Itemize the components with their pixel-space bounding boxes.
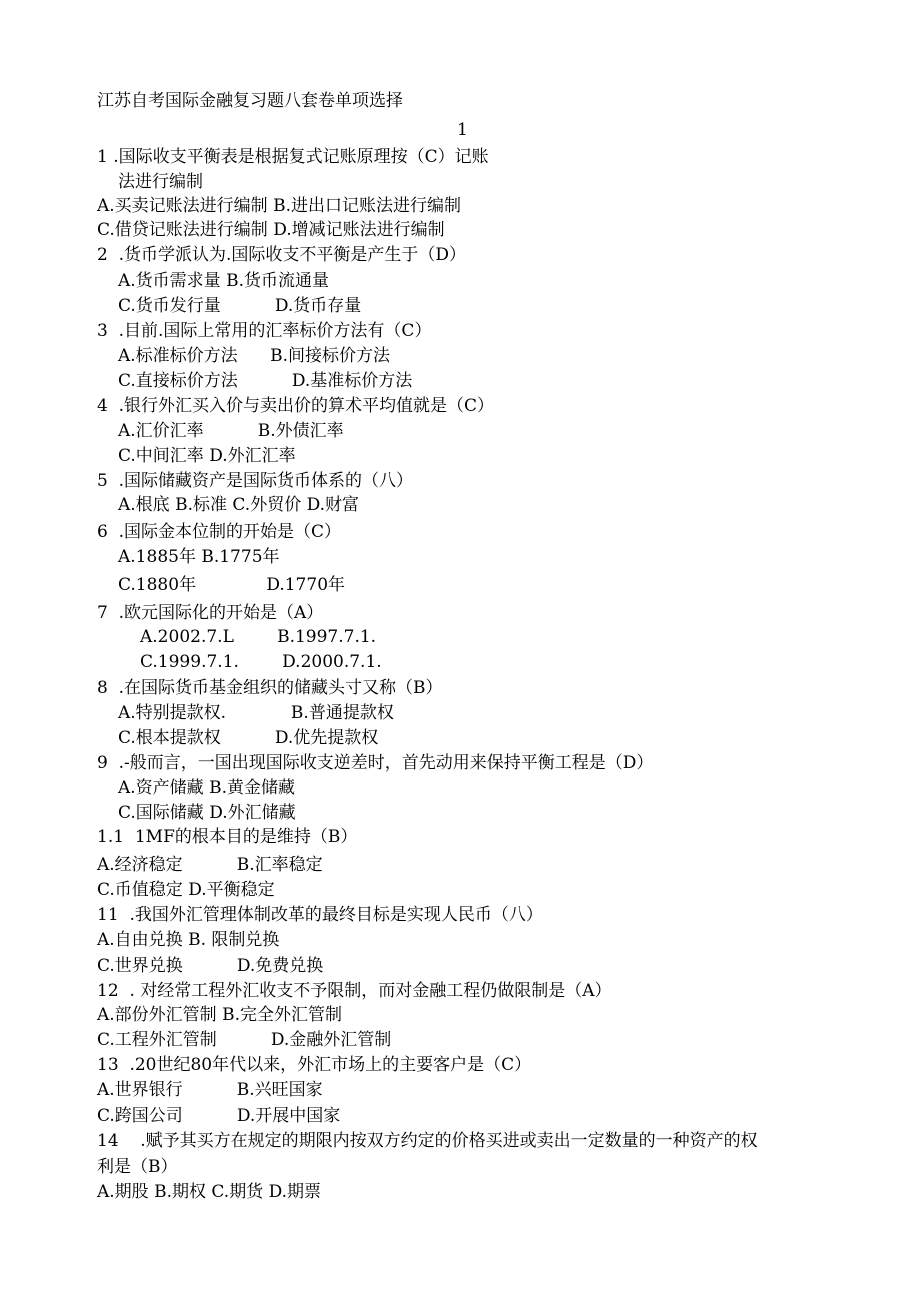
section-number: 1 xyxy=(457,120,468,140)
document-title: 江苏自考国际金融复习题八套卷单项选择 xyxy=(97,91,403,111)
option-line: C.国际储藏 D.外汇储藏 xyxy=(118,803,296,823)
question-line: 8 .在国际货币基金组织的储藏头寸又称（B） xyxy=(97,678,443,698)
option-line: C.1880年 D.1770年 xyxy=(118,575,346,595)
option-line: A.特别提款权. B.普通提款权 xyxy=(118,703,394,723)
question-line: 4 .银行外汇买入价与卖出价的算术平均值就是（C） xyxy=(97,396,495,416)
option-line: C.币值稳定 D.平衡稳定 xyxy=(97,880,275,900)
option-line: A.经济稳定 B.汇率稳定 xyxy=(97,855,323,875)
option-line: A.根底 B.标准 C.外贸价 D.财富 xyxy=(118,495,360,515)
question-line: 5 .国际储藏资产是国际货币体系的（八） xyxy=(97,471,414,491)
question-line: 6 .国际金本位制的开始是（C） xyxy=(97,522,342,542)
question-line: 12 . 对经常工程外汇收支不予限制，而对金融工程仍做限制是（A） xyxy=(97,981,612,1001)
option-line: A.世界银行 B.兴旺国家 xyxy=(97,1080,323,1100)
option-line: C.工程外汇管制 D.金融外汇管制 xyxy=(97,1030,392,1050)
question-line: 1 .国际收支平衡表是根据复式记账原理按（C）记账 xyxy=(97,147,489,167)
question-line: 11 .我国外汇管理体制改革的最终目标是实现人民币（八） xyxy=(97,905,543,925)
option-line: C.根本提款权 D.优先提款权 xyxy=(118,728,379,748)
question-line: 法进行编制 xyxy=(118,172,203,192)
option-line: A.汇价汇率 B.外债汇率 xyxy=(118,421,344,441)
question-line: 13 .20世纪80年代以来，外汇市场上的主要客户是（C） xyxy=(97,1055,532,1075)
option-line: C.中间汇率 D.外汇汇率 xyxy=(118,446,296,466)
question-line: 3 .目前.国际上常用的汇率标价方法有（C） xyxy=(97,321,432,341)
question-line: 2 .货币学派认为.国际收支不平衡是产生于（D） xyxy=(97,245,467,265)
option-line: A.资产储藏 B.黄金储藏 xyxy=(118,778,295,798)
option-line: C.跨国公司 D.开展中国家 xyxy=(97,1106,341,1126)
option-line: C.货币发行量 D.货币存量 xyxy=(118,296,362,316)
option-line: C.借贷记账法进行编制 D.增减记账法进行编制 xyxy=(97,220,445,240)
option-line: C.世界兑换 D.免费兑换 xyxy=(97,956,324,976)
option-line: C.直接标价方法 D.基准标价方法 xyxy=(118,371,413,391)
question-line: 14 .赋予其买方在规定的期限内按双方约定的价格买进或卖出一定数量的一种资产的权 xyxy=(97,1131,758,1151)
option-line: A.1885年 B.1775年 xyxy=(118,547,280,567)
option-line: A.货币需求量 B.货币流通量 xyxy=(118,271,329,291)
question-line: 1.1 1MF的根本目的是维持（B） xyxy=(97,827,358,847)
option-line: A.买卖记账法进行编制 B.进出口记账法进行编制 xyxy=(97,196,461,216)
option-line: A.2002.7.L B.1997.7.1. xyxy=(140,627,377,647)
question-line: 7 .欧元国际化的开始是（A） xyxy=(97,603,324,623)
option-line: A.标准标价方法 B.间接标价方法 xyxy=(118,346,390,366)
option-line: A.部份外汇管制 B.完全外汇管制 xyxy=(97,1005,342,1025)
option-line: C.1999.7.1. D.2000.7.1. xyxy=(140,652,382,672)
question-line: 利是（B） xyxy=(97,1157,178,1177)
question-line: 9 .-般而言，一国出现国际收支逆差时，首先动用来保持平衡工程是（D） xyxy=(97,753,654,773)
option-line: A.期股 B.期权 C.期货 D.期票 xyxy=(97,1182,322,1202)
option-line: A.自由兑换 B. 限制兑换 xyxy=(97,930,280,950)
